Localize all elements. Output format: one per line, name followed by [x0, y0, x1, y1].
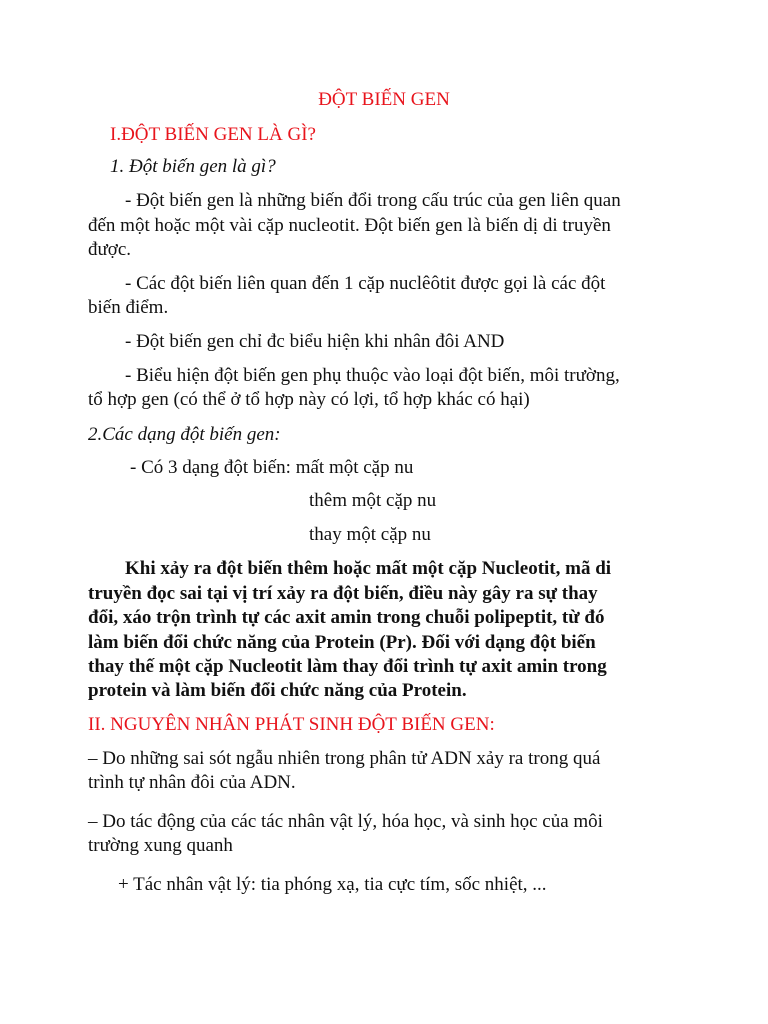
bold-paragraph-line5: thay thế một cặp Nucleotit làm thay đổi trình tự axit amin trong	[88, 656, 607, 677]
bullet2-line2: biến điểm.	[88, 297, 169, 318]
cause1-line2: trình tự nhân đôi của ADN.	[88, 772, 296, 793]
bullet4-line1: - Biểu hiện đột biến gen phụ thuộc vào loại đột biến, môi trường,	[125, 365, 620, 386]
bullet1-line3: được.	[88, 239, 132, 260]
bold-paragraph-line2: truyền đọc sai tại vị trí xảy ra đột biến, điều này gây ra sự thay	[88, 583, 598, 604]
physical-agent-line: + Tác nhân vật lý: tia phóng xạ, tia cực tím, sốc nhiệt, ...	[118, 874, 547, 895]
section2-heading: II. NGUYÊN NHÂN PHÁT SINH ĐỘT BIẾN GEN:	[88, 714, 495, 735]
types-intro: - Có 3 dạng đột biến: mất một cặp nu	[130, 457, 414, 478]
type-replace: thay một cặp nu	[309, 524, 431, 545]
bold-paragraph-line4: làm biến đổi chức năng của Protein (Pr). Đối với dạng đột biến	[88, 632, 596, 653]
sub2-heading: 2.Các dạng đột biến gen:	[88, 424, 281, 445]
cause2-line1: – Do tác động của các tác nhân vật lý, hóa học, và sinh học của môi	[88, 811, 603, 832]
bold-paragraph-line6: protein và làm biến đổi chức năng của Protein.	[88, 680, 467, 701]
sub1-heading: 1. Đột biến gen là gì?	[110, 156, 276, 177]
cause2-line2: trường xung quanh	[88, 835, 233, 856]
bullet4-line2: tổ hợp gen (có thể ở tổ hợp này có lợi, tổ hợp khác có hại)	[88, 389, 530, 410]
cause1-line1: – Do những sai sót ngẫu nhiên trong phân tử ADN xảy ra trong quá	[88, 748, 601, 769]
bullet1-line2: đến một hoặc một vài cặp nucleotit. Đột biến gen là biến dị di truyền	[88, 215, 611, 236]
document-title: ĐỘT BIẾN GEN	[318, 89, 450, 110]
type-add: thêm một cặp nu	[309, 490, 437, 511]
bold-paragraph-line3: đổi, xáo trộn trình tự các axit amin trong chuỗi polipeptit, từ đó	[88, 607, 605, 628]
bullet3-line1: - Đột biến gen chỉ đc biểu hiện khi nhân đôi AND	[125, 331, 505, 352]
bullet2-line1: - Các đột biến liên quan đến 1 cặp nuclêôtit được gọi là các đột	[125, 273, 606, 294]
bold-paragraph-line1: Khi xảy ra đột biến thêm hoặc mất một cặp Nucleotit, mã di	[125, 558, 612, 579]
section1-heading: I.ĐỘT BIẾN GEN LÀ GÌ?	[110, 124, 316, 145]
bullet1-line1: - Đột biến gen là những biến đổi trong cấu trúc của gen liên quan	[125, 190, 621, 211]
